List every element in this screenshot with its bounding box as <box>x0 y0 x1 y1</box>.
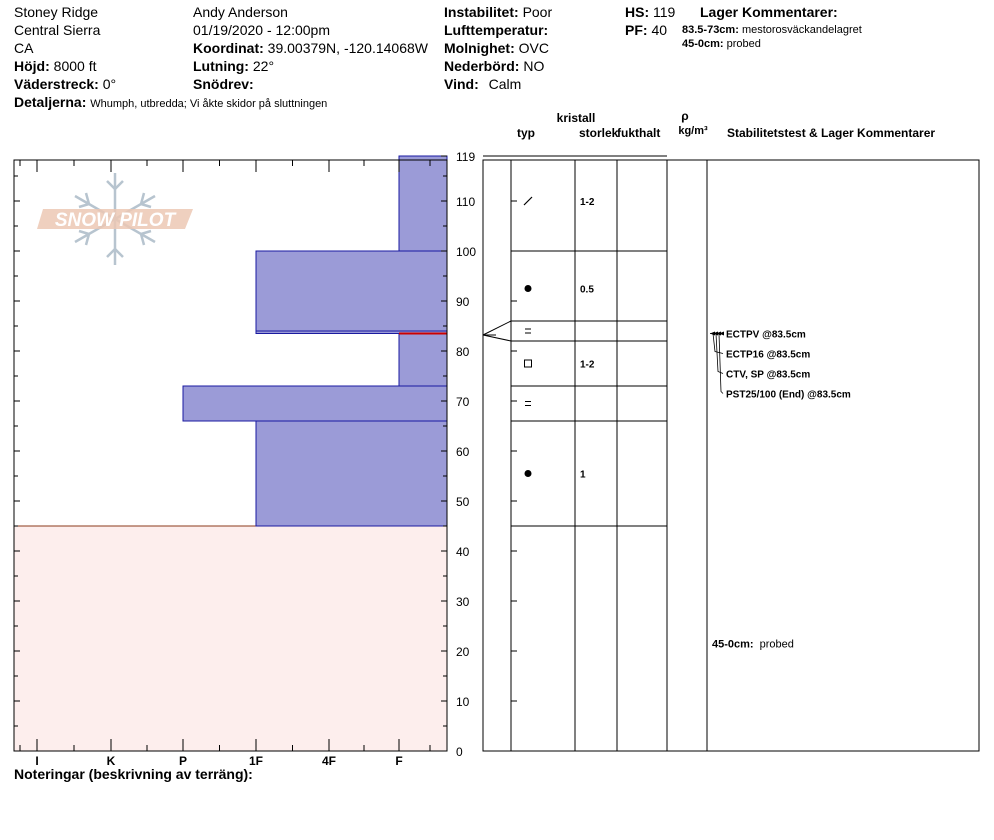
layer-comment-2-text: probed <box>726 38 761 50</box>
depth-label-60: 60 <box>456 445 470 459</box>
hardness-label-I: I <box>35 754 39 768</box>
stability-leader-2 <box>713 334 723 354</box>
col-header-stability: Stabilitetstest & Lager Kommentarer <box>727 126 936 140</box>
grain-size-1: 1-2 <box>580 197 595 208</box>
hardness-label-4F: 4F <box>321 754 337 768</box>
hardness-bar-6 <box>256 421 447 526</box>
aspect-label: Väderstreck: <box>14 76 99 92</box>
snowdrift-label: Snödrev: <box>193 76 254 92</box>
depth-label-90: 90 <box>456 295 470 309</box>
grain-type-square-icon <box>525 360 532 367</box>
depth-label-119: 119 <box>456 150 476 164</box>
pf-value: 40 <box>651 22 668 38</box>
hardness-label-K: K <box>106 754 116 768</box>
stability-comment-range: 45-0cm: <box>712 638 754 651</box>
details-label: Detaljerna: <box>14 94 87 110</box>
stability-test-4: PST25/100 (End) @83.5cm <box>726 389 851 401</box>
hardness-bar-5 <box>183 386 447 421</box>
precip-label: Nederbörd: <box>444 58 520 74</box>
precip-value: NO <box>523 58 545 74</box>
hardness-label-F: F <box>395 754 403 768</box>
slope-value: 22° <box>252 58 275 74</box>
depth-label-80: 80 <box>456 345 470 359</box>
observation-datetime: 01/19/2020 - 12:00pm <box>193 22 330 38</box>
depth-label-0: 0 <box>456 745 463 759</box>
coordinate-label: Koordinat: <box>193 40 264 56</box>
airtemp-label: Lufttemperatur: <box>444 22 549 38</box>
col-header-rho: ρ <box>681 109 689 123</box>
depth-label-40: 40 <box>456 545 470 559</box>
col-header-moisture: fukthalt <box>617 126 661 140</box>
depth-label-100: 100 <box>456 245 477 259</box>
elevation-value: 8000 ft <box>53 58 97 74</box>
wind-label: Vind: <box>444 76 479 92</box>
depth-label-70: 70 <box>456 395 470 409</box>
grain-size-6: 1 <box>580 469 586 481</box>
cloud-value: OVC <box>518 40 549 56</box>
grain-size-4: 1-2 <box>580 359 595 371</box>
col-header-size: storlek <box>579 126 619 140</box>
notes-label: Noteringar (beskrivning av terräng): <box>14 766 253 782</box>
depth-label-10: 10 <box>456 695 470 709</box>
grain-type-slash-icon <box>524 197 532 205</box>
layer-connector-upper <box>483 321 511 335</box>
col-header-crystal: kristall <box>556 111 596 125</box>
stability-test-1: ECTPV @83.5cm <box>726 329 806 341</box>
instability-label: Instabilitet: <box>444 4 519 20</box>
aspect-value: 0° <box>102 76 117 92</box>
layer-comment-1-text: mestorosväckandelagret <box>741 24 862 36</box>
logo-text: SNOW PILOT <box>54 210 176 231</box>
observer-name: Andy Anderson <box>193 4 288 20</box>
hs-label: HS: <box>625 4 650 20</box>
layer-comment-1-range: 83.5-73cm: <box>682 24 739 36</box>
stability-comment-text: probed <box>759 638 794 651</box>
layer-comment-2-range: 45-0cm: <box>682 38 724 50</box>
details-value: Whumph, utbredda; Vi åkte skidor på sluttningen <box>90 98 328 110</box>
stability-test-3: CTV, SP @83.5cm <box>726 369 811 381</box>
state-name: CA <box>14 40 34 56</box>
snowpilot-logo <box>37 173 193 265</box>
depth-label-20: 20 <box>456 645 470 659</box>
hardness-bar-4 <box>399 334 447 387</box>
depth-label-50: 50 <box>456 495 470 509</box>
hardness-bar-1 <box>399 156 447 251</box>
stability-leader-4 <box>719 334 723 394</box>
region-name: Central Sierra <box>14 22 101 38</box>
wind-value: Calm <box>488 76 522 92</box>
grain-size-2: 0.5 <box>580 284 594 296</box>
hs-value: 119 <box>653 4 676 20</box>
depth-label-30: 30 <box>456 595 470 609</box>
hardness-label-1F: 1F <box>248 754 264 768</box>
col-header-density-unit: kg/m³ <box>678 125 708 137</box>
stability-test-2: ECTP16 @83.5cm <box>726 349 811 361</box>
coordinate-value: 39.00379N, -120.14068W <box>267 40 428 56</box>
grain-table-frame <box>483 160 979 751</box>
hardness-bar-2 <box>256 251 447 331</box>
pf-label: PF: <box>625 22 648 38</box>
hardness-label-P: P <box>178 754 188 768</box>
cloud-label: Molnighet: <box>444 40 515 56</box>
layer-connector-lower <box>483 335 511 341</box>
grain-type-dot-icon <box>525 285 532 292</box>
instability-value: Poor <box>522 4 553 20</box>
col-header-type: typ <box>517 126 535 140</box>
slope-label: Lutning: <box>193 58 249 74</box>
depth-label-110: 110 <box>456 195 476 209</box>
no-hardness-region <box>14 526 447 751</box>
elevation-label: Höjd: <box>14 58 50 74</box>
stability-comment-1 <box>712 639 794 651</box>
location-name: Stoney Ridge <box>14 4 99 20</box>
grain-type-dot-icon <box>525 470 532 477</box>
layer-comments-title: Lager Kommentarer: <box>700 4 838 20</box>
